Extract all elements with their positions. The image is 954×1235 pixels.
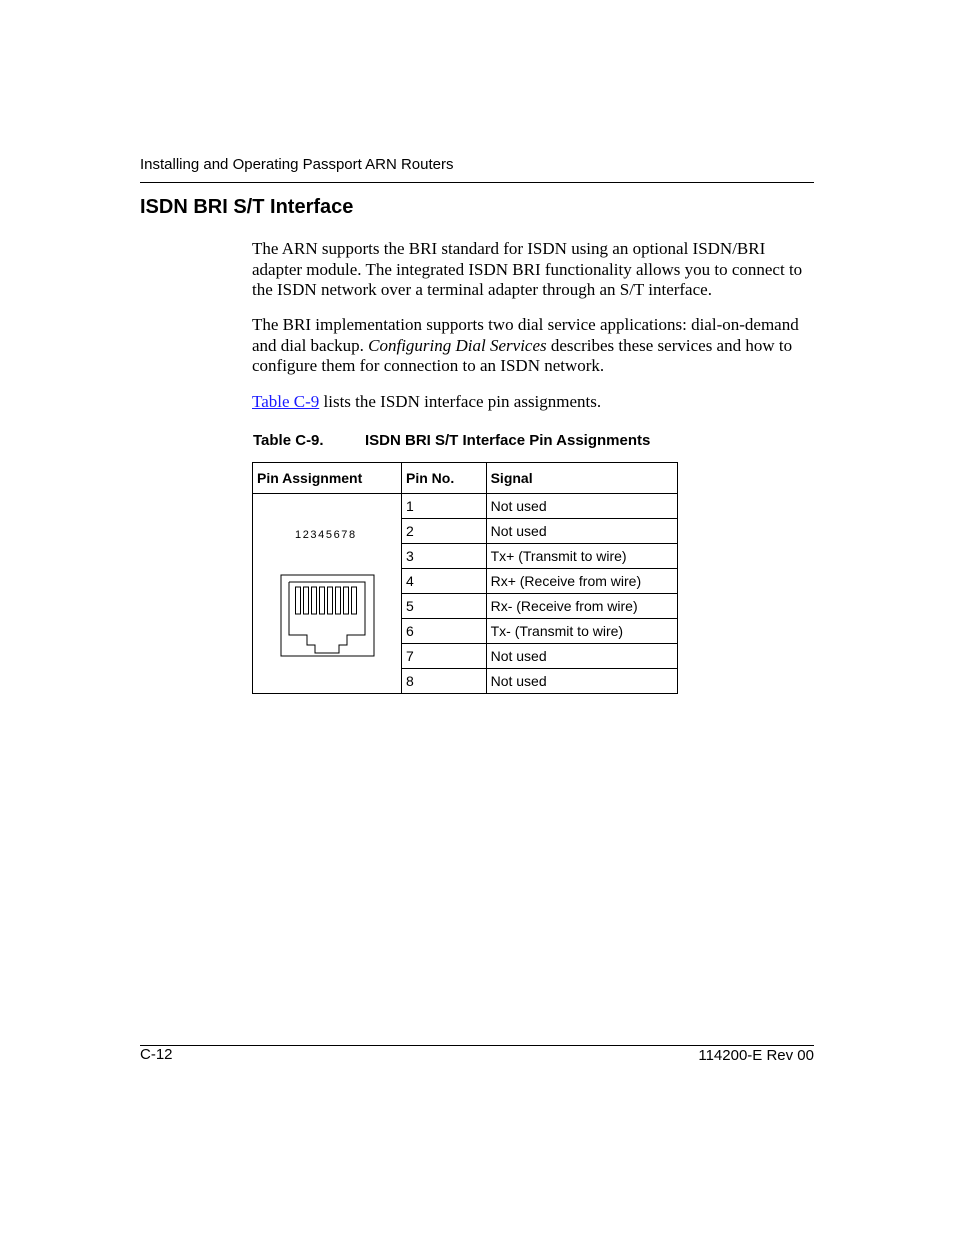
connector-diagram-cell — [253, 494, 402, 694]
table-row — [253, 494, 678, 519]
pin-signal: Not used — [486, 519, 677, 544]
pin-signal: Not used — [486, 494, 677, 519]
pin-number: 8 — [402, 669, 487, 694]
book-title-reference: Configuring Dial Services — [368, 335, 547, 355]
pin-signal: Rx+ (Receive from wire) — [486, 569, 677, 594]
running-header: Installing and Operating Passport ARN Routers — [140, 156, 454, 173]
pin-assignment-table — [252, 462, 678, 694]
page-number: C-12 — [140, 1046, 173, 1063]
pin-signal: Not used — [486, 669, 677, 694]
pin-number: 3 — [402, 544, 487, 569]
paragraph-text: describes these services and how to configure them for connection to an ISDN network. — [252, 335, 793, 375]
rj45-connector-diagram — [257, 495, 397, 693]
table-caption-number: Table C-9. — [253, 432, 324, 449]
table-caption — [253, 432, 650, 449]
pin-number: 1 — [402, 494, 487, 519]
table-c9-link[interactable]: Table C-9 — [252, 392, 320, 411]
paragraph-table-reference — [252, 392, 814, 413]
column-header-pin-no: Pin No. — [402, 463, 487, 494]
pin-signal: Tx+ (Transmit to wire) — [486, 544, 677, 569]
connector-pin-numbers: 12345678 — [295, 528, 357, 541]
pin-signal: Not used — [486, 644, 677, 669]
pin-signal: Tx- (Transmit to wire) — [486, 619, 677, 644]
document-number: 114200-E Rev 00 — [698, 1047, 814, 1064]
pin-number: 7 — [402, 644, 487, 669]
paragraph-text: lists the ISDN interface pin assignments. — [319, 392, 602, 411]
paragraph-dial-services — [252, 315, 814, 377]
footer-rule — [140, 1045, 814, 1046]
pin-number: 4 — [402, 569, 487, 594]
section-title: ISDN BRI S/T Interface — [140, 196, 354, 218]
table-caption-title: ISDN BRI S/T Interface Pin Assignments — [365, 432, 651, 449]
column-header-signal: Signal — [486, 463, 677, 494]
pin-signal: Rx- (Receive from wire) — [486, 594, 677, 619]
header-rule — [140, 182, 814, 183]
rj45-jack-icon — [257, 495, 397, 693]
paragraph-intro: The ARN supports the BRI standard for ISDN using an optional ISDN/BRI adapter module. The integrated ISDN BRI functionality allows you to connect to the ISDN network over a terminal adapter through an S/T interface. — [252, 239, 803, 299]
paragraph-text: The BRI implementation supports two dial service applications: dial-on-demand and dial backup. — [252, 315, 799, 355]
column-header-pin-assignment: Pin Assignment — [253, 463, 402, 494]
pin-number: 5 — [402, 594, 487, 619]
table-header-row — [253, 463, 678, 494]
pin-number: 6 — [402, 619, 487, 644]
pin-number: 2 — [402, 519, 487, 544]
